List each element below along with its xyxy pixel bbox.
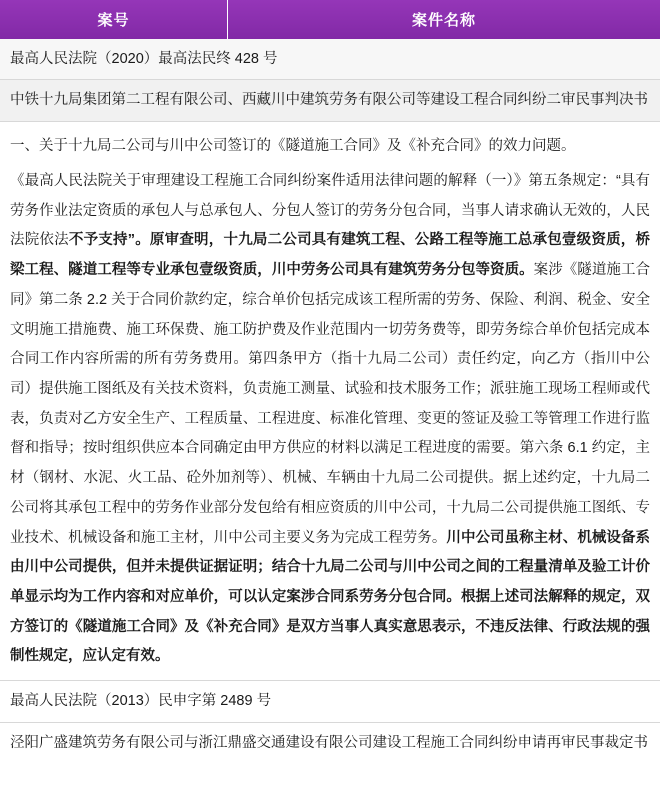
column-header-case-name: 案件名称 xyxy=(411,12,476,29)
case-body xyxy=(0,122,660,680)
table-header-row xyxy=(0,0,660,39)
table-row: 最高人民法院（2020）最高法民终 428 号 xyxy=(0,39,660,80)
table-row: 中铁十九局集团第二工程有限公司、西藏川中建筑劳务有限公司等建设工程合同纠纷二审民事判决书 xyxy=(0,80,660,121)
body-segment-4: 川中公司虽称主材、机械设备系由川中公司提供，但并未提供证据证明；结合十九局二公司与川中公司之间的工程量清单及验工计价单显示均为工作内容和对应单价，可以认定案涉合同系劳务分包合同。根据上述司法解释的规定，双方签订的《隧道施工合同》及《补充合同》是双方当事人真实意思表示，不违反法律、行政法规的强制性规定，应认定有效。 xyxy=(10,529,651,665)
body-paragraph xyxy=(10,161,650,680)
column-header-case-no: 案号 xyxy=(0,0,228,39)
body-segment-3: 案涉《隧道施工合同》第二条 2.2 关于合同价款约定，综合单价包括完成该工程所需的劳务、保险、利润、税金、安全文明施工措施费、施工环保费、施工防护费及作业范围内一切劳务费等，即劳务综合单价包括完成本合同工作内容所需的所有劳务费用。第四条甲方（指十九局二公司）责任约定，向乙方（指川中公司）提供施工图纸及有关技术资料，负责施工测量、试验和技术服务工作；派驻施工现场工程师或代表，负责对乙方安全生产、工程质量、工程进度、标准化管理、变更的签证及验工等管理工作进行监督和指导；按时组织供应本合同确定由甲方供应的材料以满足工程进度的需要。第六条 6.1 约定，主材（钢材、水泥、火工品、砼外加剂等）、机械、车辆由十九局二公司提供。据上述约定，十九局二公司将其承包工程中的劳务作业部分发包给有相应资质的川中公司，十九局二公司提供施工图纸、专业技术、机械设备和施工主材，川中公司主要义务为完成工程劳务。 xyxy=(10,262,650,546)
table-row: 最高人民法院（2013）民申字第 2489 号 xyxy=(0,680,660,722)
table-row: 泾阳广盛建筑劳务有限公司与浙江鼎盛交通建设有限公司建设工程施工合同纠纷申请再审民事裁定书 xyxy=(0,723,660,763)
body-heading: 一、关于十九局二公司与川中公司签订的《隧道施工合同》及《补充合同》的效力问题。 xyxy=(10,137,576,154)
body-segment-1: 《最高人民法院关于审理建设工程施工合同纠纷案件适用法律问题的解释（一）》第五条规定：“具有劳务作业法定资质的承包人与总承包人、分包人签订的劳务分包合同，当事人请求确认无效的，人民法院依法 xyxy=(10,172,650,249)
body-segment-2: 不予支持”。原审查明，十九局二公司具有建筑工程、公路工程等施工总承包壹级资质，桥梁工程、隧道工程等专业承包壹级资质，川中劳务公司具有建筑劳务分包等资质。 xyxy=(10,232,651,279)
